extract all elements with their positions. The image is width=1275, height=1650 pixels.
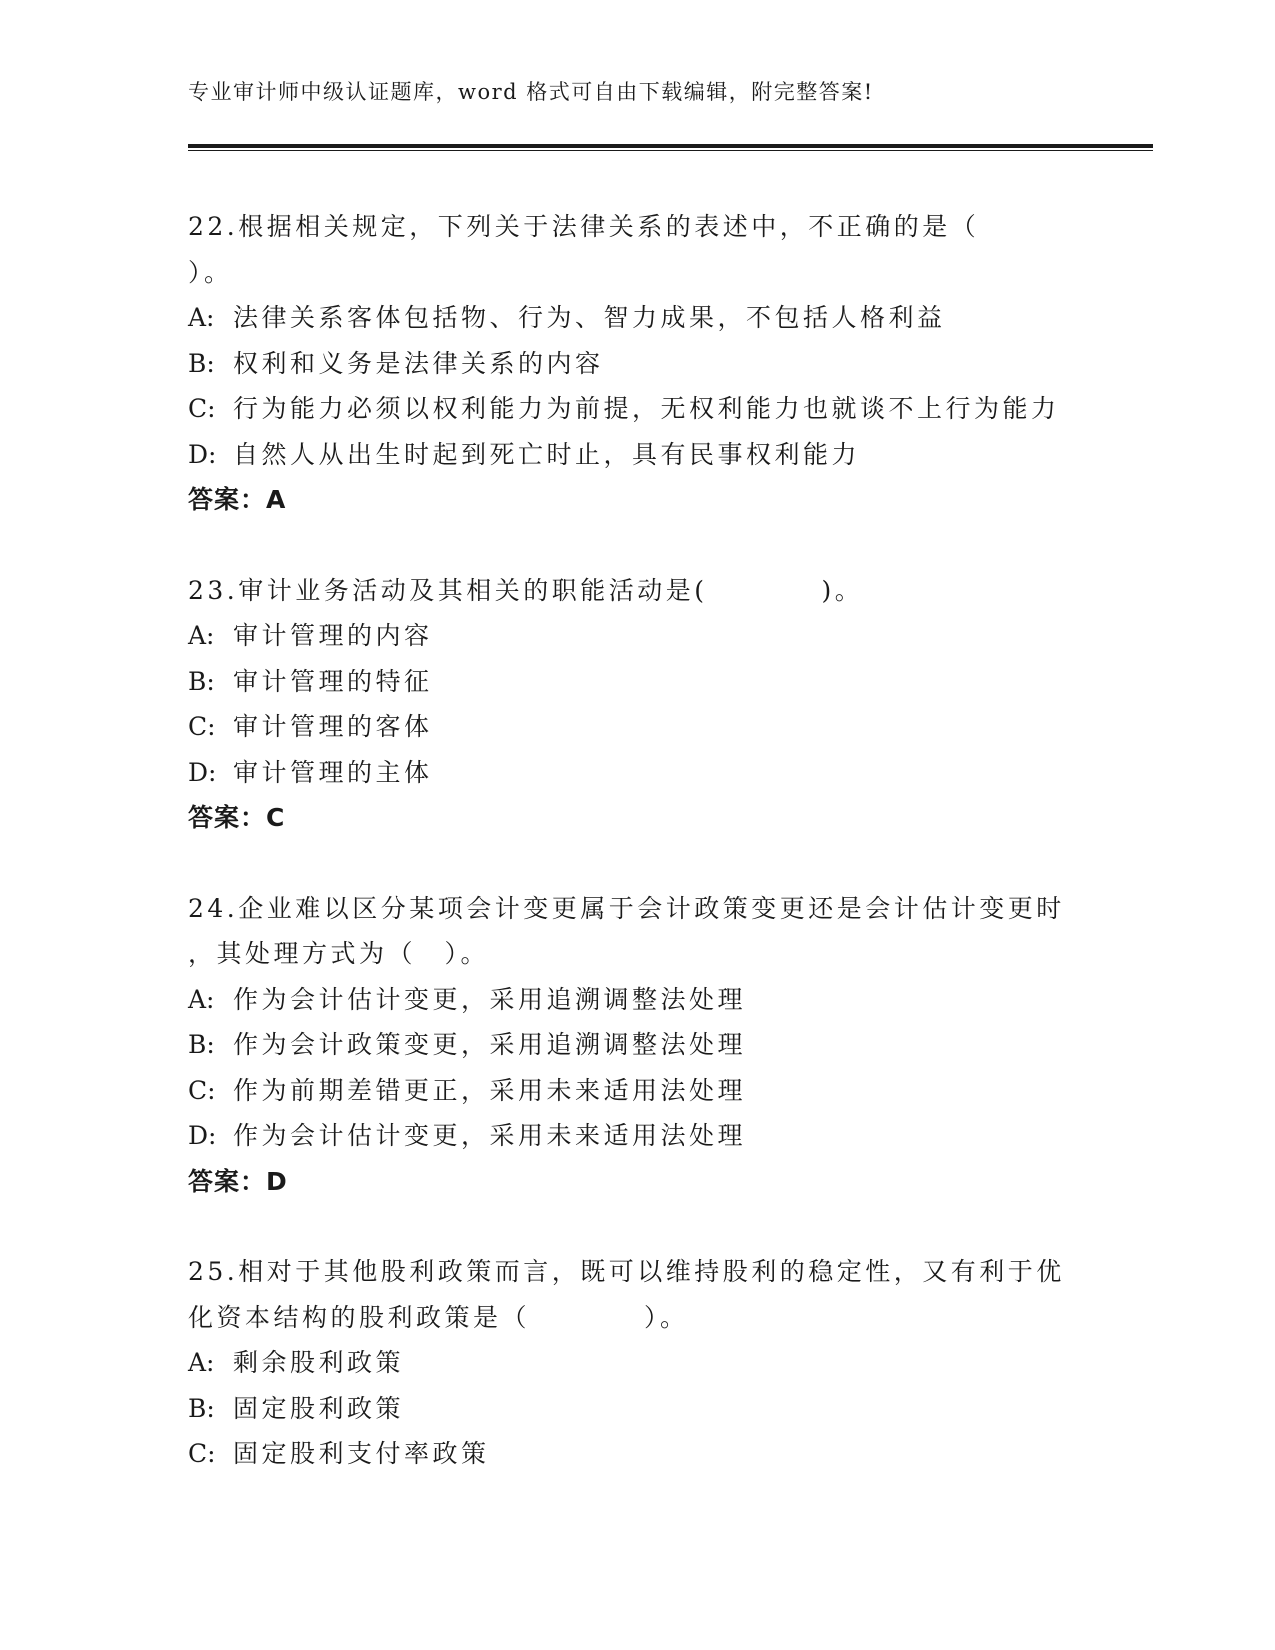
page-header-text: 专业审计师中级认证题库，word 格式可自由下载编辑，附完整答案! — [188, 80, 874, 104]
header-rule-thick — [188, 144, 1153, 148]
option-text: 行为能力必须以权利能力为前提，无权利能力也就谈不上行为能力 — [233, 394, 1060, 423]
question-stem-line: ）。 — [188, 257, 233, 287]
option-text: 自然人从出生时起到死亡时止，具有民事权利能力 — [233, 439, 861, 469]
question-stem-line: ，其处理方式为（ ）。 — [188, 939, 490, 968]
question-23 — [188, 568, 1088, 841]
option-text: 作为会计政策变更，采用追溯调整法处理 — [233, 1030, 747, 1059]
question-stem-line: 22.根据相关规定，下列关于法律关系的表述中，不正确的是（ — [188, 212, 980, 241]
question-stem-line: 化资本结构的股利政策是（ ）。 — [188, 1302, 689, 1332]
option-letter: D: — [188, 439, 217, 469]
question-stem-line: 23.审计业务活动及其相关的职能活动是( )。 — [188, 575, 864, 605]
option-letter: C: — [188, 712, 216, 741]
question-25 — [188, 1249, 1088, 1477]
option-text: 作为会计估计变更，采用未来适用法处理 — [233, 1121, 747, 1150]
option-text: 作为前期差错更正，采用未来适用法处理 — [233, 1075, 747, 1105]
option-b — [188, 659, 1088, 705]
option-text: 法律关系客体包括物、行为、智力成果，不包括人格利益 — [233, 303, 946, 332]
option-text: 固定股利支付率政策 — [233, 1439, 490, 1468]
header-rule-thin — [188, 150, 1153, 151]
option-text: 审计管理的主体 — [233, 757, 433, 787]
option-letter: B: — [188, 666, 215, 696]
option-d — [188, 750, 1088, 796]
option-letter: A: — [188, 1348, 215, 1377]
option-text: 权利和义务是法律关系的内容 — [233, 348, 604, 378]
option-d — [188, 1113, 1088, 1159]
question-stem-line: 24.企业难以区分某项会计变更属于会计政策变更还是会计估计变更时 — [188, 893, 1065, 923]
option-d — [188, 432, 1088, 478]
option-letter: B: — [188, 348, 215, 378]
option-letter: D: — [188, 757, 217, 787]
option-text: 固定股利政策 — [233, 1393, 405, 1423]
option-a — [188, 613, 1088, 659]
option-text: 审计管理的内容 — [233, 621, 433, 650]
answer-text: 答案：D — [188, 1166, 288, 1196]
question-22 — [188, 204, 1088, 523]
option-text: 剩余股利政策 — [233, 1348, 405, 1377]
option-c — [188, 1068, 1088, 1114]
option-text: 审计管理的特征 — [233, 666, 433, 696]
option-b — [188, 1386, 1088, 1432]
option-c — [188, 1431, 1088, 1477]
option-letter: C: — [188, 394, 216, 423]
question-stem-line: 25.相对于其他股利政策而言，既可以维持股利的稳定性，又有利于优 — [188, 1257, 1065, 1286]
option-letter: D: — [188, 1121, 217, 1150]
option-letter: C: — [188, 1075, 216, 1105]
option-b — [188, 1022, 1088, 1068]
option-letter: A: — [188, 621, 215, 650]
option-b — [188, 341, 1088, 387]
option-letter: C: — [188, 1439, 216, 1468]
option-letter: A: — [188, 984, 215, 1014]
option-letter: B: — [188, 1393, 215, 1423]
option-letter: B: — [188, 1030, 215, 1059]
question-list — [188, 204, 1088, 1522]
option-c — [188, 704, 1088, 750]
answer-text: 答案：A — [188, 485, 287, 514]
option-text: 审计管理的客体 — [233, 712, 433, 741]
option-a — [188, 295, 1088, 341]
option-a — [188, 977, 1088, 1023]
question-24 — [188, 886, 1088, 1205]
option-c — [188, 386, 1088, 432]
option-letter: A: — [188, 303, 215, 332]
answer-text: 答案：C — [188, 803, 286, 832]
option-a — [188, 1340, 1088, 1386]
option-text: 作为会计估计变更，采用追溯调整法处理 — [233, 984, 747, 1014]
